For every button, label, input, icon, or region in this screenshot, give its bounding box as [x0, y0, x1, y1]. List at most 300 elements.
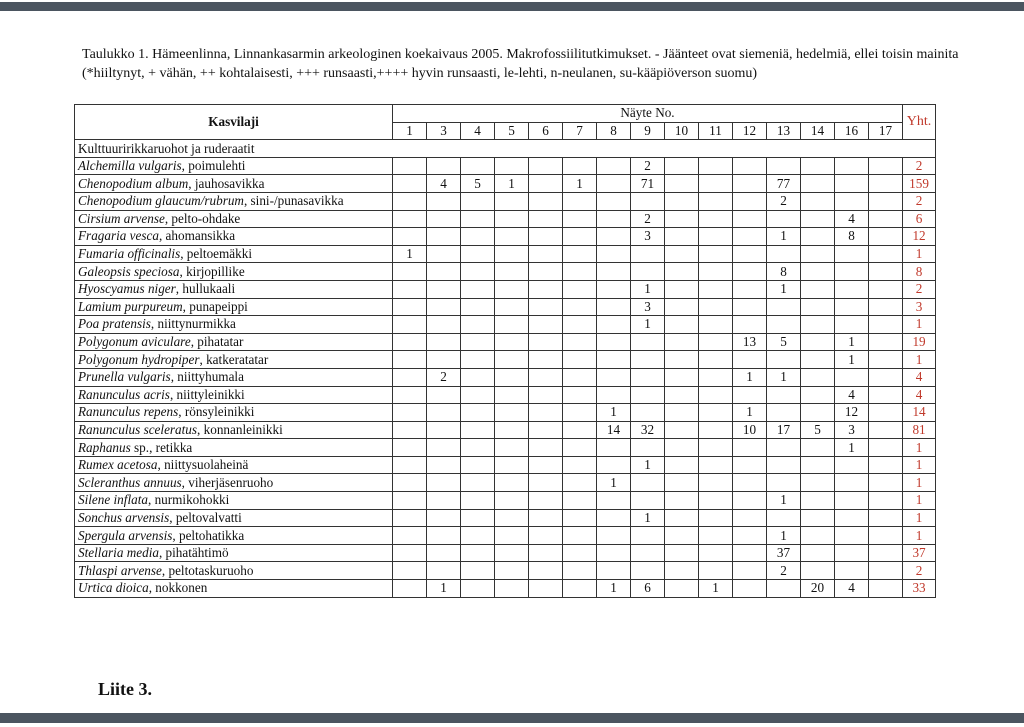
count-cell [529, 228, 563, 246]
count-cell [801, 474, 835, 492]
count-cell [495, 157, 529, 175]
latin-name: Scleranthus annuus [78, 474, 182, 490]
count-cell [597, 509, 631, 527]
count-cell [393, 192, 427, 210]
table-row [75, 351, 936, 369]
table-row [75, 245, 936, 263]
count-cell [427, 544, 461, 562]
count-cell [767, 509, 801, 527]
count-cell [631, 386, 665, 404]
count-cell [869, 562, 903, 580]
count-cell [529, 192, 563, 210]
count-cell [393, 210, 427, 228]
count-cell: 1 [733, 404, 767, 422]
count-cell: 5 [801, 421, 835, 439]
top-frame-bar [0, 2, 1024, 11]
count-cell [461, 527, 495, 545]
species-cell: Polygonum aviculare, pihatatar [75, 333, 393, 351]
count-cell [427, 228, 461, 246]
sample-number-header: 5 [495, 122, 529, 140]
count-cell [461, 580, 495, 598]
table-row [75, 316, 936, 334]
count-cell [699, 210, 733, 228]
count-cell [699, 562, 733, 580]
count-cell: 1 [597, 404, 631, 422]
count-cell: 3 [835, 421, 869, 439]
count-cell [767, 456, 801, 474]
count-cell [699, 404, 733, 422]
count-cell [733, 298, 767, 316]
count-cell [495, 210, 529, 228]
count-cell [835, 544, 869, 562]
count-cell: 37 [767, 544, 801, 562]
count-cell [699, 333, 733, 351]
table-row [75, 439, 936, 457]
species-cell: Alchemilla vulgaris, poimulehti [75, 157, 393, 175]
count-cell [563, 192, 597, 210]
count-cell [699, 544, 733, 562]
latin-name: Spergula arvensis [78, 527, 173, 543]
count-cell [631, 368, 665, 386]
species-cell: Thlaspi arvense, peltotaskuruoho [75, 562, 393, 580]
count-cell [563, 580, 597, 598]
count-cell [427, 492, 461, 510]
count-cell [393, 316, 427, 334]
count-cell [733, 316, 767, 334]
finnish-name: peltotaskuruoho [168, 562, 254, 578]
table-row [75, 580, 936, 598]
count-cell [767, 580, 801, 598]
count-cell [869, 192, 903, 210]
count-cell [529, 298, 563, 316]
total-cell: 159 [903, 175, 936, 193]
count-cell [427, 298, 461, 316]
count-cell [461, 368, 495, 386]
total-cell: 6 [903, 210, 936, 228]
count-cell: 1 [699, 580, 733, 598]
count-cell [427, 509, 461, 527]
count-cell [665, 580, 699, 598]
species-cell: Spergula arvensis, peltohatikka [75, 527, 393, 545]
count-cell [461, 210, 495, 228]
count-cell [461, 192, 495, 210]
count-cell [869, 580, 903, 598]
count-cell [495, 368, 529, 386]
macrofossil-table [74, 104, 936, 598]
sample-number-header: 13 [767, 122, 801, 140]
count-cell [869, 527, 903, 545]
count-cell [461, 439, 495, 457]
count-cell [733, 562, 767, 580]
count-cell [529, 316, 563, 334]
count-cell [733, 456, 767, 474]
count-cell [801, 316, 835, 334]
finnish-name: hullukaali [182, 281, 236, 297]
count-cell [699, 298, 733, 316]
count-cell [427, 562, 461, 580]
count-cell: 12 [835, 404, 869, 422]
count-cell [393, 421, 427, 439]
count-cell [665, 562, 699, 580]
count-cell [461, 474, 495, 492]
finnish-name: pihatähtimö [165, 545, 229, 561]
count-cell [597, 527, 631, 545]
count-cell [495, 404, 529, 422]
count-cell [699, 316, 733, 334]
count-cell [869, 421, 903, 439]
count-cell [461, 509, 495, 527]
count-cell [869, 386, 903, 404]
count-cell [393, 404, 427, 422]
count-cell [767, 157, 801, 175]
finnish-name: niittyleinikki [176, 386, 245, 402]
count-cell [597, 351, 631, 369]
count-cell [597, 210, 631, 228]
count-cell [597, 263, 631, 281]
count-cell: 6 [631, 580, 665, 598]
count-cell [665, 421, 699, 439]
count-cell: 1 [835, 351, 869, 369]
finnish-name: peltovalvatti [175, 509, 242, 525]
count-cell [665, 175, 699, 193]
latin-name: Poa pratensis [78, 316, 151, 332]
latin-name: Fragaria vesca [78, 228, 159, 244]
count-cell [665, 280, 699, 298]
count-cell [869, 456, 903, 474]
count-cell [427, 439, 461, 457]
count-cell [733, 474, 767, 492]
species-header: Kasvilaji [75, 105, 393, 140]
count-cell [835, 527, 869, 545]
total-header: Yht. [903, 105, 936, 140]
count-cell [461, 280, 495, 298]
latin-name: Ranunculus sceleratus [78, 421, 198, 437]
species-cell: Urtica dioica, nokkonen [75, 580, 393, 598]
count-cell [563, 333, 597, 351]
count-cell [597, 192, 631, 210]
count-cell [665, 456, 699, 474]
count-cell [597, 456, 631, 474]
count-cell [529, 562, 563, 580]
count-cell [393, 351, 427, 369]
count-cell [495, 333, 529, 351]
count-cell [427, 404, 461, 422]
count-cell [665, 263, 699, 281]
count-cell [393, 562, 427, 580]
count-cell [597, 492, 631, 510]
sample-number-header: 10 [665, 122, 699, 140]
table-row [75, 404, 936, 422]
count-cell [631, 562, 665, 580]
count-cell [563, 263, 597, 281]
count-cell: 1 [767, 228, 801, 246]
count-cell [597, 368, 631, 386]
finnish-name: jauhosavikka [194, 175, 265, 191]
table-row [75, 544, 936, 562]
count-cell [461, 157, 495, 175]
count-cell [733, 228, 767, 246]
count-cell [495, 245, 529, 263]
count-cell [631, 527, 665, 545]
count-cell [665, 245, 699, 263]
count-cell: 20 [801, 580, 835, 598]
count-cell [495, 474, 529, 492]
latin-name: Thlaspi arvense [78, 562, 162, 578]
species-cell: Fumaria officinalis, peltoemäkki [75, 245, 393, 263]
count-cell [495, 544, 529, 562]
finnish-name: rönsyleinikki [184, 404, 255, 420]
count-cell: 32 [631, 421, 665, 439]
count-cell [529, 263, 563, 281]
count-cell [563, 474, 597, 492]
total-cell: 37 [903, 544, 936, 562]
count-cell [563, 562, 597, 580]
count-cell [801, 439, 835, 457]
finnish-name: pihatatar [197, 334, 244, 350]
species-cell: Chenopodium album, jauhosavikka [75, 175, 393, 193]
total-cell: 1 [903, 316, 936, 334]
count-cell [733, 492, 767, 510]
count-cell [427, 263, 461, 281]
count-cell [699, 439, 733, 457]
count-cell [529, 580, 563, 598]
count-cell: 1 [733, 368, 767, 386]
count-cell: 1 [495, 175, 529, 193]
count-cell [835, 175, 869, 193]
table-row [75, 157, 936, 175]
count-cell: 77 [767, 175, 801, 193]
table-row [75, 175, 936, 193]
count-cell [529, 210, 563, 228]
count-cell [495, 351, 529, 369]
count-cell [801, 298, 835, 316]
count-cell [869, 280, 903, 298]
count-cell [427, 456, 461, 474]
section-title: Kulttuuririkkaruohot ja ruderaatit [75, 140, 936, 158]
species-cell: Hyoscyamus niger, hullukaali [75, 280, 393, 298]
count-cell [767, 316, 801, 334]
count-cell [869, 351, 903, 369]
finnish-name: konnanleinikki [203, 421, 283, 437]
table-row [75, 562, 936, 580]
count-cell [835, 245, 869, 263]
count-cell [869, 333, 903, 351]
count-cell [733, 192, 767, 210]
count-cell [733, 386, 767, 404]
latin-name: Raphanus [78, 439, 131, 455]
count-cell: 4 [835, 210, 869, 228]
count-cell [733, 245, 767, 263]
total-cell: 4 [903, 386, 936, 404]
count-cell [631, 404, 665, 422]
table-row [75, 527, 936, 545]
count-cell: 3 [631, 298, 665, 316]
sample-number-header: 8 [597, 122, 631, 140]
count-cell [529, 386, 563, 404]
count-cell [665, 544, 699, 562]
count-cell [699, 228, 733, 246]
total-cell: 1 [903, 245, 936, 263]
count-cell [733, 280, 767, 298]
count-cell [427, 333, 461, 351]
count-cell [733, 544, 767, 562]
count-cell [563, 439, 597, 457]
count-cell [529, 404, 563, 422]
count-cell [393, 298, 427, 316]
count-cell: 1 [835, 333, 869, 351]
count-cell [427, 192, 461, 210]
count-cell: 8 [767, 263, 801, 281]
sample-number-header: 7 [563, 122, 597, 140]
count-cell [835, 280, 869, 298]
species-cell: Ranunculus acris, niittyleinikki [75, 386, 393, 404]
count-cell [495, 527, 529, 545]
count-cell [869, 210, 903, 228]
count-cell [631, 544, 665, 562]
finnish-name: pelto-ohdake [171, 210, 241, 226]
count-cell [631, 439, 665, 457]
latin-name: Lamium purpureum [78, 298, 183, 314]
species-cell: Silene inflata, nurmikohokki [75, 492, 393, 510]
count-cell [597, 280, 631, 298]
count-cell [699, 192, 733, 210]
count-cell: 5 [461, 175, 495, 193]
count-cell: 2 [427, 368, 461, 386]
count-cell: 2 [631, 157, 665, 175]
count-cell [563, 492, 597, 510]
count-cell [495, 298, 529, 316]
count-cell [869, 368, 903, 386]
count-cell [699, 280, 733, 298]
count-cell [665, 333, 699, 351]
count-cell [427, 527, 461, 545]
table-row [75, 386, 936, 404]
count-cell [699, 368, 733, 386]
count-cell [767, 245, 801, 263]
count-cell [699, 157, 733, 175]
count-cell [767, 298, 801, 316]
count-cell: 4 [835, 580, 869, 598]
count-cell [495, 316, 529, 334]
latin-name: Ranunculus repens [78, 404, 179, 420]
count-cell [801, 404, 835, 422]
total-cell: 2 [903, 157, 936, 175]
count-cell [767, 439, 801, 457]
count-cell [767, 210, 801, 228]
count-cell: 8 [835, 228, 869, 246]
count-cell [393, 456, 427, 474]
count-cell [801, 492, 835, 510]
sample-number-header: 3 [427, 122, 461, 140]
species-cell: Lamium purpureum, punapeippi [75, 298, 393, 316]
count-cell [733, 527, 767, 545]
count-cell [461, 544, 495, 562]
count-cell [767, 474, 801, 492]
table-row [75, 492, 936, 510]
count-cell [393, 492, 427, 510]
finnish-name: niittynurmikka [157, 316, 236, 332]
count-cell [529, 333, 563, 351]
count-cell [529, 474, 563, 492]
count-cell: 5 [767, 333, 801, 351]
table-caption: Taulukko 1. Hämeenlinna, Linnankasarmin arkeologinen koekaivaus 2005. Makrofossiilitutkimukset. - Jäänteet ovat siemeniä, hedelmiä, ellei toisin mainita (*hiiltynyt, + vähän, ++ kohtalaisesti, +++ runsaasti,++++ hyvin runsaasti, le-lehti, n-neulanen, su-kääpiöverson suomu) [82, 47, 959, 81]
sample-number-header: 4 [461, 122, 495, 140]
count-cell [563, 210, 597, 228]
count-cell [529, 492, 563, 510]
count-cell [427, 316, 461, 334]
count-cell [495, 562, 529, 580]
count-cell [563, 456, 597, 474]
species-cell: Fragaria vesca, ahomansikka [75, 228, 393, 246]
total-cell: 19 [903, 333, 936, 351]
count-cell: 1 [631, 456, 665, 474]
count-cell [665, 298, 699, 316]
count-cell [801, 245, 835, 263]
count-cell: 4 [835, 386, 869, 404]
count-cell [597, 245, 631, 263]
count-cell [631, 245, 665, 263]
count-cell [835, 474, 869, 492]
count-cell [495, 263, 529, 281]
count-cell [495, 280, 529, 298]
count-cell [835, 298, 869, 316]
count-cell [733, 210, 767, 228]
latin-name: Galeopsis speciosa [78, 263, 180, 279]
total-cell: 2 [903, 280, 936, 298]
latin-name: Rumex acetosa [78, 457, 158, 473]
count-cell [427, 421, 461, 439]
count-cell [835, 316, 869, 334]
count-cell [461, 562, 495, 580]
count-cell [665, 316, 699, 334]
count-cell: 1 [631, 509, 665, 527]
count-cell [869, 509, 903, 527]
count-cell [835, 192, 869, 210]
total-cell: 1 [903, 509, 936, 527]
count-cell [393, 509, 427, 527]
count-cell [563, 368, 597, 386]
table-row [75, 210, 936, 228]
count-cell [801, 175, 835, 193]
count-cell [393, 263, 427, 281]
count-cell [393, 175, 427, 193]
latin-name: Silene inflata [78, 492, 148, 508]
latin-name: Stellaria media [78, 545, 159, 561]
finnish-name: ahomansikka [165, 228, 236, 244]
count-cell: 14 [597, 421, 631, 439]
count-cell [529, 351, 563, 369]
count-cell [733, 580, 767, 598]
count-cell [563, 509, 597, 527]
table-row [75, 192, 936, 210]
count-cell [699, 263, 733, 281]
latin-name: Alchemilla vulgaris [78, 158, 182, 174]
count-cell [699, 175, 733, 193]
count-cell [427, 351, 461, 369]
count-cell [801, 263, 835, 281]
count-cell [495, 456, 529, 474]
total-cell: 4 [903, 368, 936, 386]
count-cell: 1 [393, 245, 427, 263]
latin-name: Prunella vulgaris [78, 369, 171, 385]
finnish-name: niittysuolaheinä [164, 457, 249, 473]
species-cell: Scleranthus annuus, viherjäsenruoho [75, 474, 393, 492]
table-row [75, 456, 936, 474]
count-cell [869, 492, 903, 510]
count-cell [835, 157, 869, 175]
total-cell: 1 [903, 456, 936, 474]
total-cell: 14 [903, 404, 936, 422]
